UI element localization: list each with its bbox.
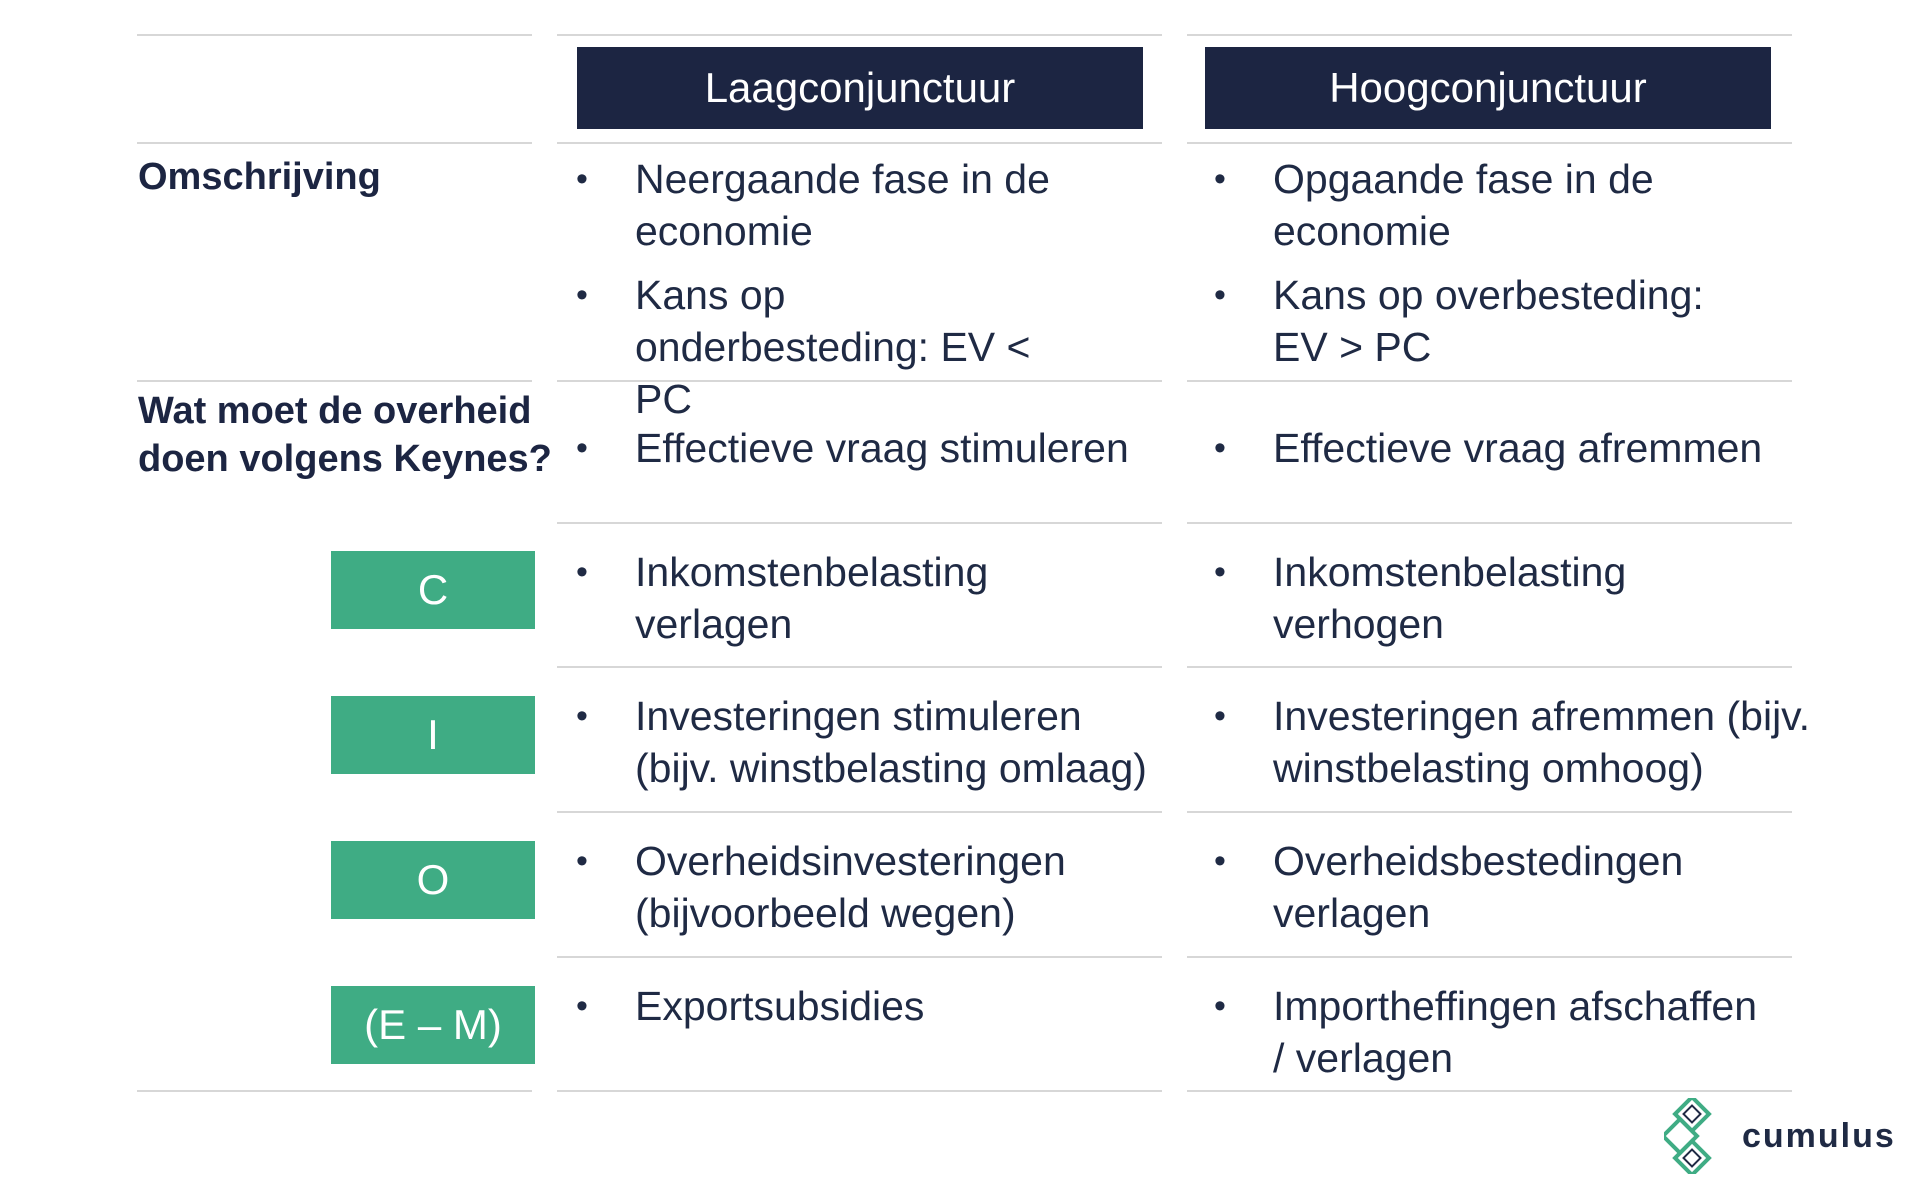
bullet-item: [1214, 835, 1754, 939]
cell-omschrijving-low: [576, 153, 1076, 425]
rule-high-top: [1187, 34, 1792, 36]
cell-i-low: [576, 690, 1176, 794]
bullet-text: Importheffingen afschaffen / verlagen: [1273, 983, 1757, 1081]
bullet-item: [576, 546, 996, 650]
header-hoogconjunctuur: Hoogconjunctuur: [1205, 47, 1771, 129]
bullet-item: [1214, 546, 1634, 650]
rule-high-c: [1187, 666, 1792, 668]
tag-i: I: [331, 696, 535, 774]
header-laagconjunctuur: Laagconjunctuur: [577, 47, 1143, 129]
rule-high-i: [1187, 811, 1792, 813]
bullet-text: Inkomstenbelasting verlagen: [635, 549, 989, 647]
bullet-text: Kans op onderbesteding: EV < PC: [635, 272, 1031, 422]
bullet-item: [576, 269, 1076, 425]
rule-low-bottom: [557, 1090, 1162, 1092]
cumulus-logo: [1664, 1098, 1896, 1174]
rule-low-header: [557, 142, 1162, 144]
bullet-dot: •: [576, 987, 588, 1025]
cumulus-mark-icon: [1664, 1098, 1736, 1174]
cell-o-high: [1214, 835, 1754, 939]
bullet-item: [576, 835, 1136, 939]
cell-i-high: [1214, 690, 1834, 794]
bullet-item: [1214, 269, 1744, 373]
bullet-dot: •: [1214, 429, 1226, 467]
rule-label-header: [137, 142, 532, 144]
bullet-item: [1214, 690, 1834, 794]
cell-c-low: [576, 546, 996, 650]
bullet-dot: •: [1214, 276, 1226, 314]
label-keynes: Wat moet de overheid doen volgens Keynes?: [138, 390, 552, 480]
bullet-dot: •: [1214, 697, 1226, 735]
cell-keynes-low: [576, 422, 1166, 474]
rule-low-keynes: [557, 522, 1162, 524]
rule-label-top: [137, 34, 532, 36]
rule-label-omschrijving: [137, 380, 532, 382]
tag-o: O: [331, 841, 535, 919]
cell-em-high: [1214, 980, 1774, 1084]
logo-text: cumulus: [1742, 1116, 1896, 1155]
bullet-item: [576, 690, 1176, 794]
bullet-dot: •: [576, 553, 588, 591]
rule-low-o: [557, 956, 1162, 958]
bullet-text: Effectieve vraag stimuleren: [635, 425, 1129, 471]
bullet-item: [1214, 422, 1804, 474]
bullet-dot: •: [576, 697, 588, 735]
cell-c-high: [1214, 546, 1634, 650]
bullet-text: Overheidsinvesteringen (bijvoorbeeld wegen): [635, 838, 1066, 936]
rule-low-top: [557, 34, 1162, 36]
rule-high-header: [1187, 142, 1792, 144]
bullet-dot: •: [1214, 842, 1226, 880]
bullet-text: Inkomstenbelasting verhogen: [1273, 549, 1627, 647]
bullet-text: Investeringen afremmen (bijv. winstbelasting omhoog): [1273, 693, 1811, 791]
bullet-item: [1214, 980, 1774, 1084]
cell-keynes-high: [1214, 422, 1804, 474]
rule-low-i: [557, 811, 1162, 813]
rule-high-keynes: [1187, 522, 1792, 524]
rule-label-bottom: [137, 1090, 532, 1092]
tag-c: C: [331, 551, 535, 629]
bullet-item: [576, 980, 1136, 1032]
bullet-dot: •: [576, 842, 588, 880]
bullet-text: Effectieve vraag afremmen: [1273, 425, 1763, 471]
bullet-dot: •: [1214, 553, 1226, 591]
bullet-dot: •: [576, 429, 588, 467]
label-omschrijving: Omschrijving: [138, 156, 381, 198]
bullet-text: Investeringen stimuleren (bijv. winstbelasting omlaag): [635, 693, 1147, 791]
rule-high-bottom: [1187, 1090, 1792, 1092]
bullet-text: Overheidsbestedingen verlagen: [1273, 838, 1684, 936]
bullet-dot: •: [1214, 987, 1226, 1025]
bullet-item: [1214, 153, 1744, 257]
tag-em: (E – M): [331, 986, 535, 1064]
cell-em-low: [576, 980, 1136, 1032]
bullet-text: Exportsubsidies: [635, 983, 925, 1029]
bullet-item: [576, 153, 1076, 257]
bullet-dot: •: [576, 160, 588, 198]
cell-omschrijving-high: [1214, 153, 1744, 373]
rule-low-c: [557, 666, 1162, 668]
bullet-text: Neergaande fase in de economie: [635, 156, 1050, 254]
bullet-item: [576, 422, 1166, 474]
bullet-dot: •: [576, 276, 588, 314]
bullet-text: Opgaande fase in de economie: [1273, 156, 1654, 254]
bullet-text: Kans op overbesteding: EV > PC: [1273, 272, 1704, 370]
bullet-dot: •: [1214, 160, 1226, 198]
rule-high-o: [1187, 956, 1792, 958]
cell-o-low: [576, 835, 1136, 939]
rule-high-omschrijving: [1187, 380, 1792, 382]
